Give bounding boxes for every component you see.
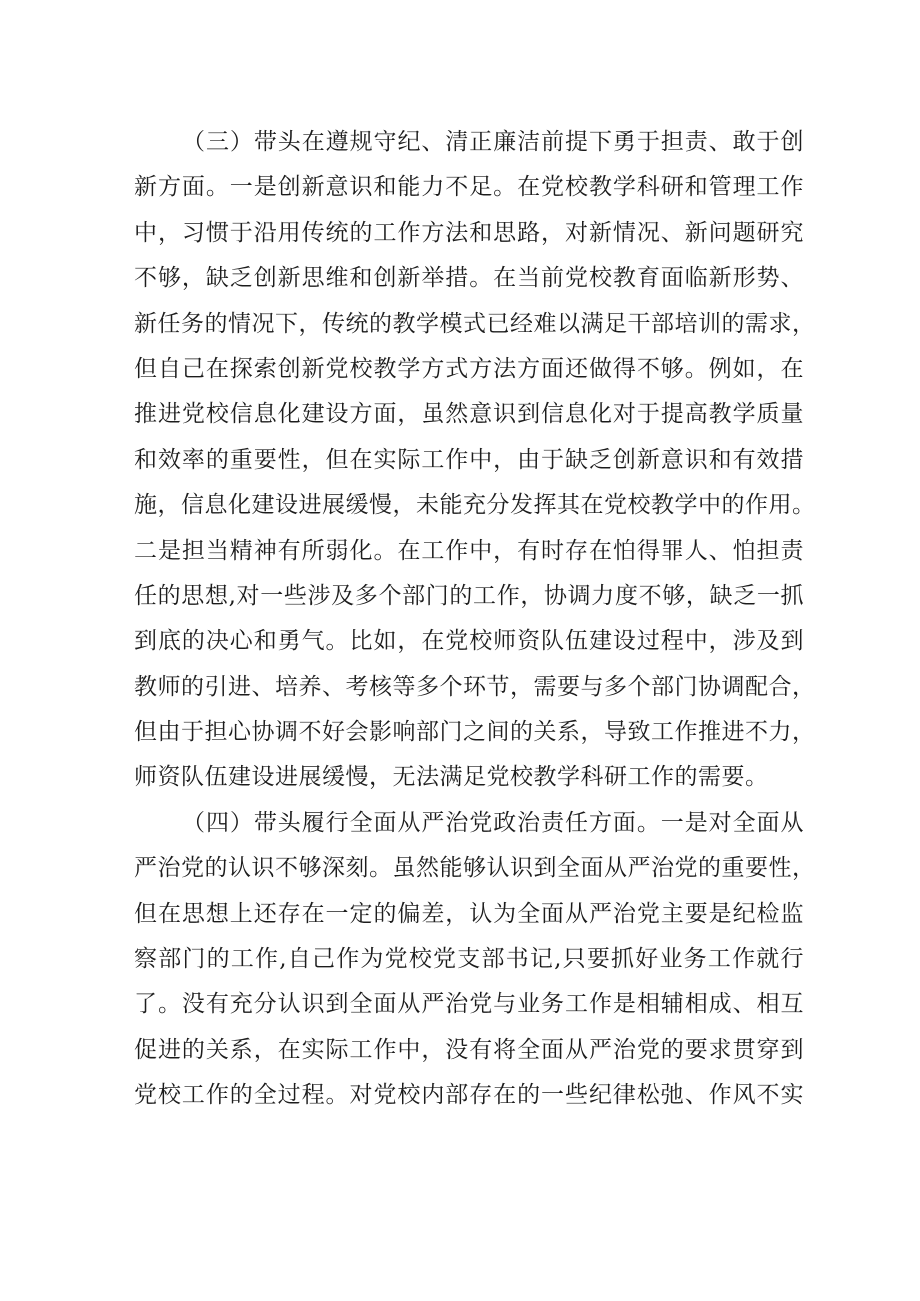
text-line: 新任务的情况下，传统的教学模式已经难以满足干部培训的需求， [134,310,816,337]
text-line: 但由于担心协调不好会影响部门之间的关系，导致工作推进不力， [134,719,816,746]
text-line: 教师的引进、培养、考核等多个环节，需要与多个部门协调配合， [134,673,816,700]
text-line: 党校工作的全过程。对党校内部存在的一些纪律松弛、作风不实 [134,1082,804,1109]
body-text [134,120,816,1119]
text-line: 促进的关系，在实际工作中，没有将全面从严治党的要求贯穿到 [134,1036,804,1063]
text-line: 新方面。一是创新意识和能力不足。在党校教学科研和管理工作 [134,174,804,201]
text-line: 任的思想,对一些涉及多个部门的工作，协调力度不够，缺乏一抓 [134,582,804,609]
text-line: 施，信息化建设进展缓慢，未能充分发挥其在党校教学中的作用。 [134,492,816,519]
text-line: 到底的决心和勇气。比如，在党校师资队伍建设过程中，涉及到 [134,628,804,655]
paragraph-first-line: （三）带头在遵规守纪、清正廉洁前提下勇于担责、敢于创 [182,129,804,155]
text-line: 了。没有充分认识到全面从严治党与业务工作是相辅相成、相互 [134,991,804,1018]
text-line: 二是担当精神有所弱化。在工作中，有时存在怕得罪人、怕担责 [134,537,804,564]
text-line: 但自己在探索创新党校教学方式方法方面还做得不够。例如，在 [134,355,804,382]
text-line: 和效率的重要性，但在实际工作中，由于缺乏创新意识和有效措 [134,446,804,473]
paragraph-first-line: （四）带头履行全面从严治党政治责任方面。一是对全面从 [182,809,804,836]
text-line: 察部门的工作,自己作为党校党支部书记,只要抓好业务工作就行 [134,946,804,973]
text-line: 推进党校信息化建设方面，虽然意识到信息化对于提高教学质量 [134,401,804,428]
text-line: 师资队伍建设进展缓慢，无法满足党校教学科研工作的需要。 [134,764,769,791]
text-line: 严治党的认识不够深刻。虽然能够认识到全面从严治党的重要性， [134,855,816,882]
text-line: 中，习惯于沿用传统的工作方法和思路，对新情况、新问题研究 [134,219,804,246]
text-line: 不够，缺乏创新思维和创新举措。在当前党校教育面临新形势、 [134,265,804,292]
text-line: 但在思想上还存在一定的偏差，认为全面从严治党主要是纪检监 [134,900,804,927]
